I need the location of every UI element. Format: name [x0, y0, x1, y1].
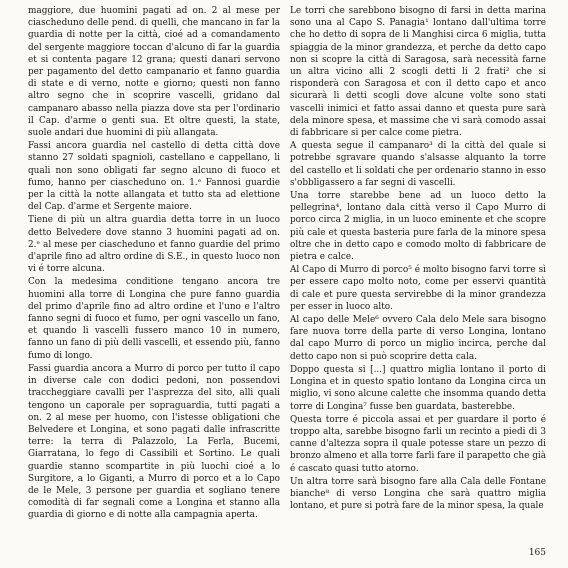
paragraph: maggiore, due huomini pagati ad on. 2 al mese per ciascheduno delle pend. di quelli, che mancano in far la guardia di notte per la città, cioé ad a comandamento del sergente maggiore toccan d'alcuno di far la guardia et si contenta pagare 12 grana; questi danari servono per pagamento del detto campanario et fanno guardia di state e di verno, notte e giorno; questi non fanno altro segno che in scoprire vascelli, gridano dal campanaro abasso nella piazza dove sta per l'ordinario il Cap. d'arme o genti sua. Et oltre questi, la state, suole andari due huomini di più allangata. [28, 6, 280, 139]
paragraph: Le torri che sarebbono bisogno di farsi in detta marina sono una al Capo S. Panagia¹ lontano dall'ultima torre che ho detto di sopra de li Manghisi circa 6 miglia, tutta spiaggia de la minor grandezza, et perche da detto capo non si scopre la città di Saragosa, sarà necessità farne un altra vicino alli 2 scogli detti li 2 frati² che si risponderà con Saragosa et con il detto capo et anco sicurarà li detti scogli dove alcune volte sono stati vascelli inimici et fatto assai danno et questa pure sarà dela minore spesa, et massime che vi sarà comodo assai di fabbricare si per calce come pietra. [290, 6, 546, 139]
paragraph: Un altra torre sarà bisogno fare alla Cala delle Fontane bianche⁸ di verso Longina che sarà quattro miglia lontano, et pure si potrà fare de la minor spesa, la quale [290, 476, 546, 512]
paragraph: Doppo questa si [...] quattro miglia lontano il porto di Longina et in questo spatio lontano da Longina circa un miglio, vi sono alcune calette che insomma quando detta torre di Longina⁷ fusse ben guardata, basterebbe. [290, 364, 546, 412]
paragraph: Fassi ancora guardia nel castello di detta città dove stanno 27 soldati spagnioli, castellano e cappellano, li quali non sono obligati far segno alcuno di fuoco et fumo, hanno per ciascheduno on. 1.ᵉ Fannosi guardie per la città la notte allangata et tutto sta ad elettione del Cap. d'arme et Sergente maiore. [28, 141, 280, 213]
paragraph: Tiene di più un altra guardia detta torre in un luoco detto Belvedere dove stanno 3 huomini pagati ad on. 2.ᵉ al mese per ciascheduno et fanno guardie del primo d'aprile fino ad altro ordine di S.E., in questo luoco non vi é torre alcuna. [28, 215, 280, 275]
paragraph: A questa segue il campanaro³ di la città del quale si potrebbe sgravare quando s'alsasse alquanto la torre del castello et li soldati che per ordenario stanno in esso s'obbligassero a far segni di vascelli. [290, 141, 546, 188]
right-column [290, 5, 546, 513]
left-column [28, 5, 280, 523]
paragraph: Al capo delle Mele⁶ ovvero Cala delo Mele sara bisogno fare nuova torre della parte di verso Longina, lontano dal capo Murro di porco un miglio incirca, perche dal detto capo non si può scoprire detta cala. [290, 315, 546, 362]
paragraph: Al Capo di Murro di porco⁵ é molto bisogno farvi torre sì per essere capo molto noto, come per esservi quantità di cale et pure questa servirebbe di la minor grandezza per esser in luoco alto. [290, 265, 546, 312]
paragraph: Fassi guardia ancora a Murro di porco per tutto il capo in diverse cale con dodici pedoni, non possendovi traccheggiare cavalli per l'asprezza del sito, alli quali tengono un caporale per sopraguardia, tutti pagati a on. 2 al mese per huomo, con l'istesse obligationi che Belvedere et Longina, et sono pagati dalle infrascritte terre: la terra di Palazzolo, La Ferla, Bucemi, Giarratana, lo fego di Cassibili et Sortino. Le quali guardie stanno scompartite in più luochi cioé a lo Surgitore, a lo Giganti, a Murro di porco et a lo Capo de le Mele, 3 persone per guardia et sogliano tenere comodità di far segnali come a Longina et stanno alla guardia di giorno e di notte alla campagnia aperta. [28, 363, 280, 521]
page-number: 165 [528, 548, 546, 558]
paragraph: Con la medesima conditione tengano ancora tre huomini alla torre di Longina che pure fanno guardia del primo d'aprile fino ad altro ordine et l'uno e l'altro fanno segni di fuoco et fumo, per ogni vascello un fano, et quando li vascelli fussero manco 10 in numero, fanno un fano di più delli vascelli, et essendo più, fanno fumo di longo. [28, 277, 280, 361]
paragraph: Una torre starebbe bene ad un luoco detto la pellegrina⁴, lontano dala città verso il Capo Murro di porco circa 2 miglia, in un luoco eminente et che scopre più cale et questa basteria pure farla de la minore spesa oltre che in detto capo e comodo molto di fabbricare de pietra e calce. [290, 191, 546, 263]
paragraph: Questa torre é piccola assai et per guardare il porto é troppo alta, sarebbe bisogno farli un recinto a piedi di 3 canne d'altezza sopra il quale potesse stare un pezzo di bronzo almeno et alla torre farli fare il parapetto che già é cascato quasi tutto atorno. [290, 414, 546, 474]
